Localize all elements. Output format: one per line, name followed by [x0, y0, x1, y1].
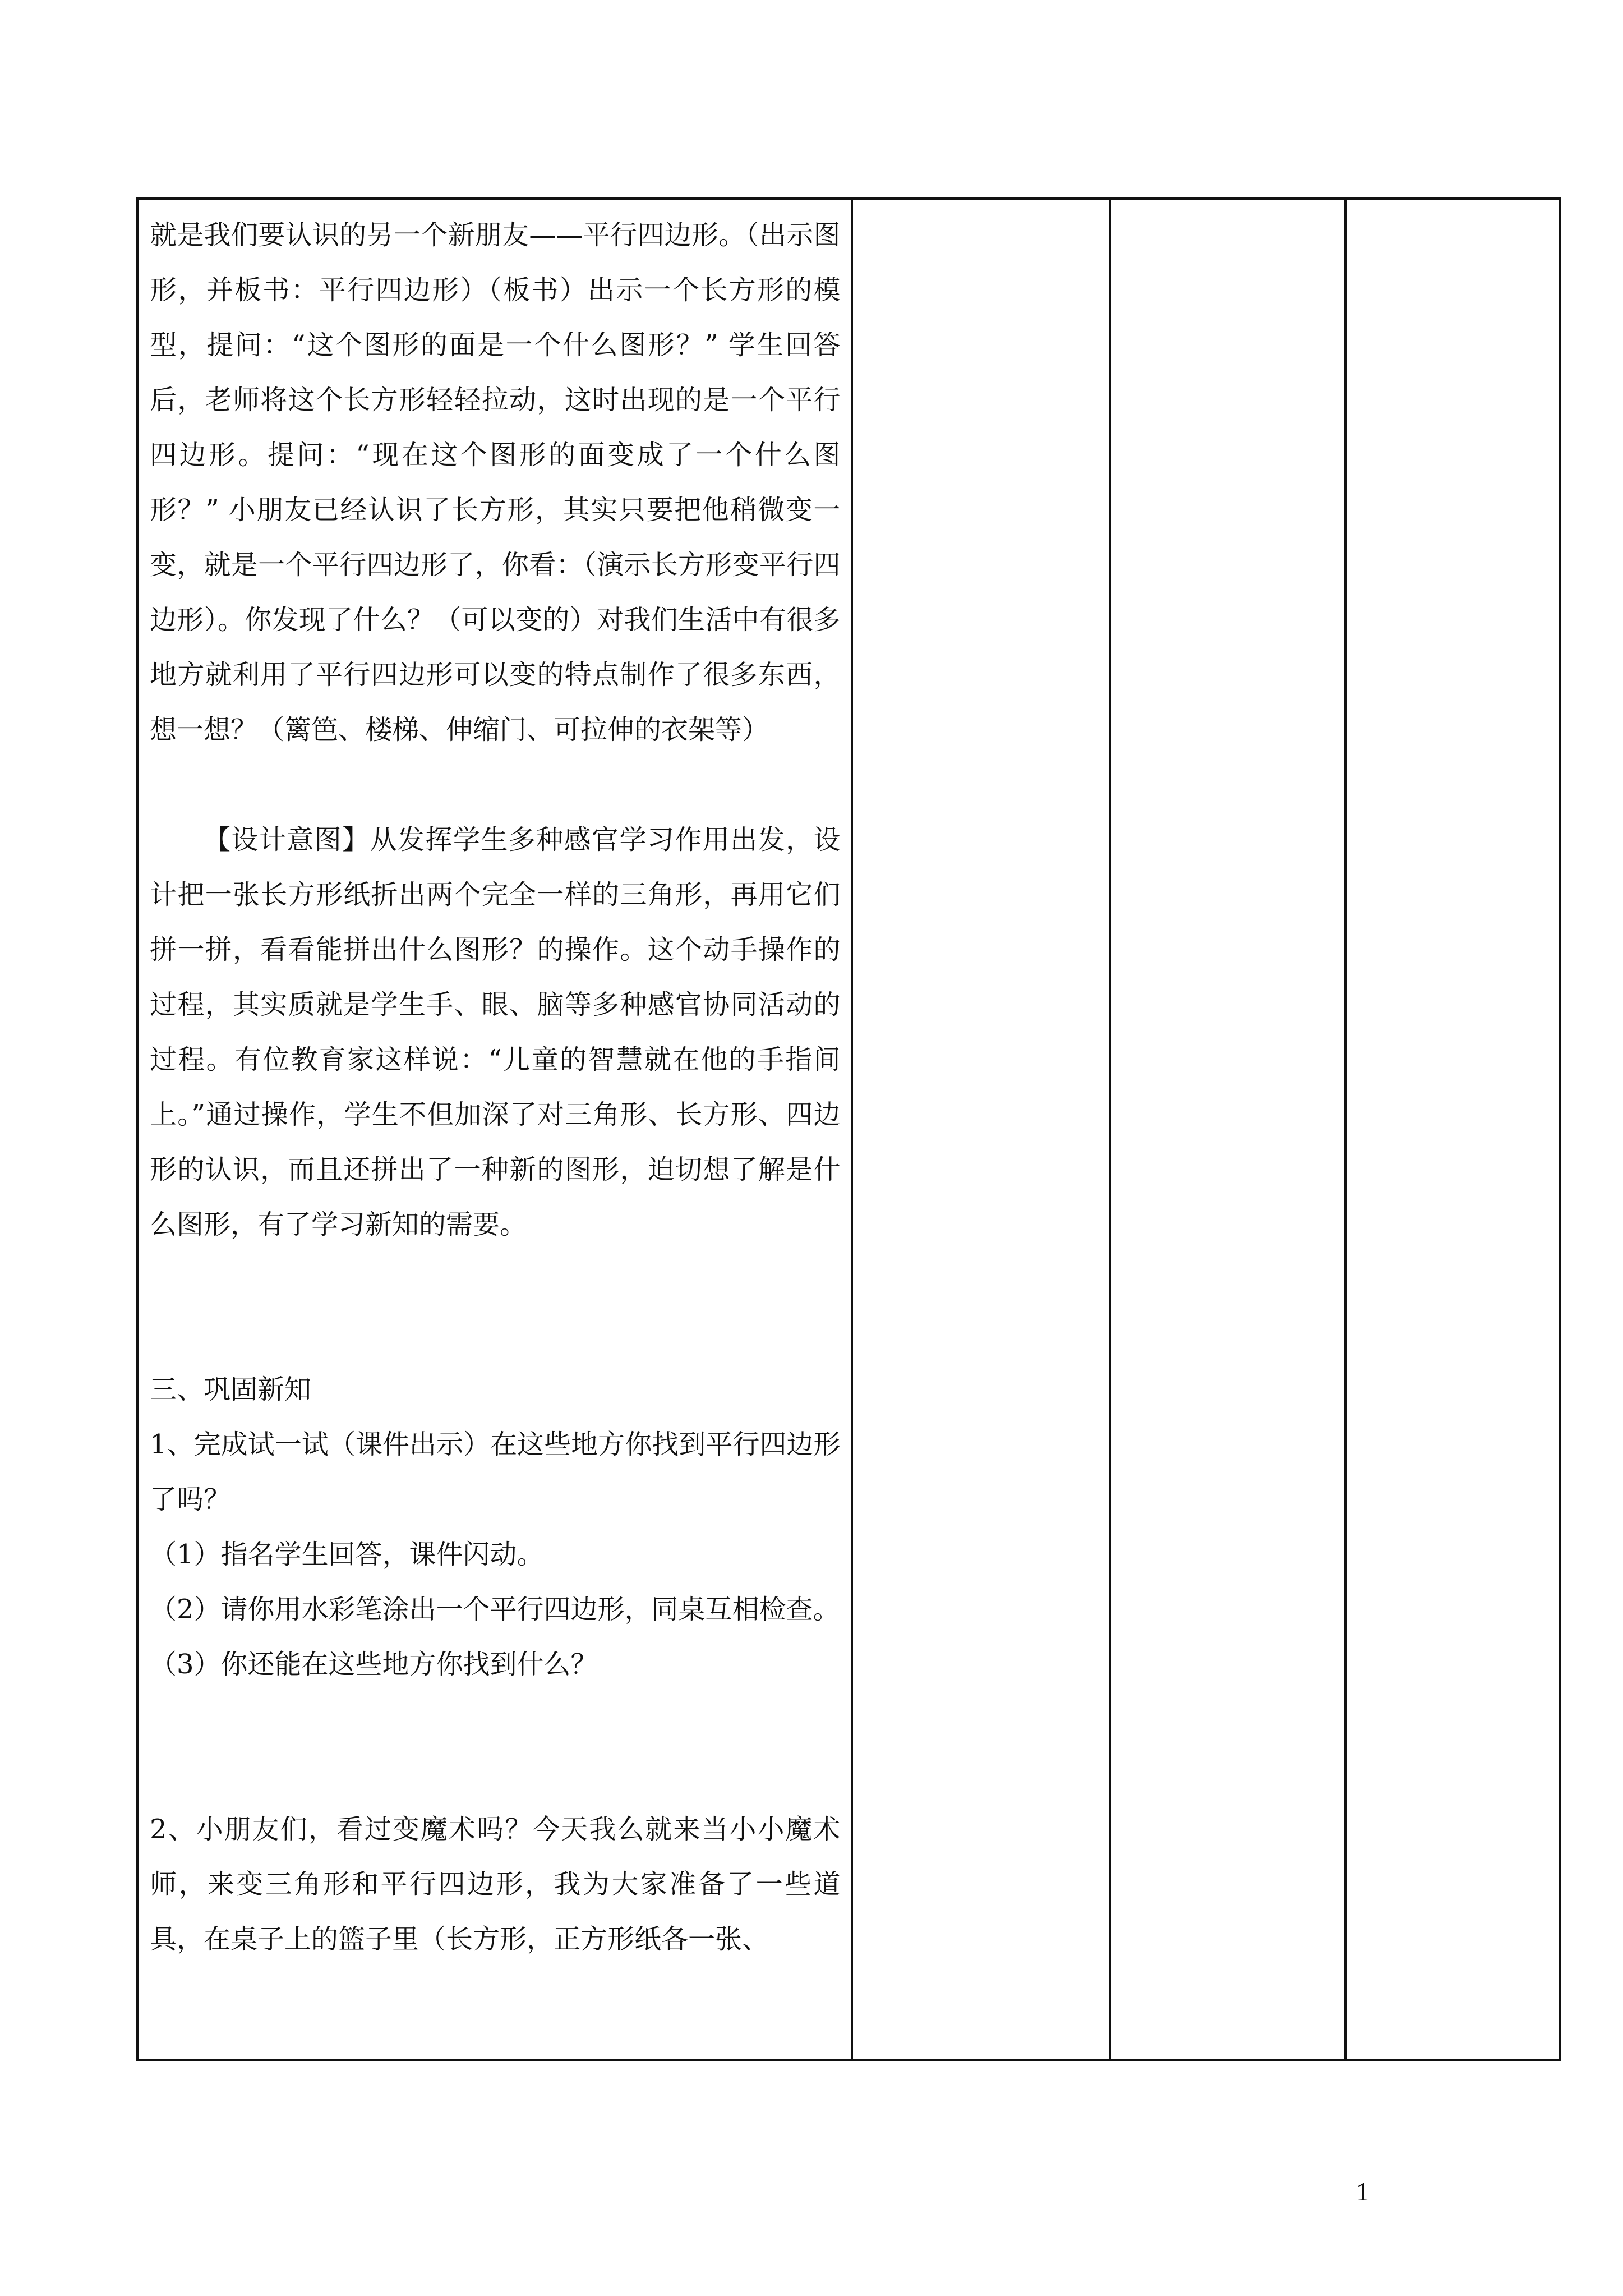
empty-cell — [1345, 199, 1560, 2060]
intro-paragraph: 就是我们要认识的另一个新朋友——平行四边形。（出示图形，并板书：平行四边形）（板书）出示一个长方形的模型，提问：“这个图形的面是一个什么图形？” 学生回答后，老师将这个长方形轻轻拉动，这时出现的是一个平行四边形。提问：“现在这个图形的面变成了一个什么图形？” 小朋友已经认识了长方形，其实只要把他稍微变一变，就是一个平行四边形了，你看：（演示长方形变平行四边形）。你发现了什么？（可以变的）对我们生活中有很多地方就利用了平行四边形可以变的特点制作了很多东西，想一想？（篱笆、楼梯、伸缩门、可拉伸的衣架等） — [150, 219, 841, 746]
list-item: 2、小朋友们，看过变魔术吗？今天我么就来当小小魔术师，来变三角形和平行四边形，我为大家准备了一些道具，在桌子上的篮子里（长方形，正方形纸各一张、 — [150, 1814, 841, 1955]
lesson-plan-table — [136, 197, 1561, 2061]
lesson-content-cell — [137, 199, 852, 2060]
empty-cell — [1110, 199, 1346, 2060]
design-intent-paragraph: 【设计意图】从发挥学生多种感官学习作用出发，设计把一张长方形纸折出两个完全一样的三角形，再用它们拼一拼，看看能拼出什么图形？的操作。这个动手操作的过程，其实质就是学生手、眼、脑等多种感官协同活动的过程。有位教育家这样说：“儿童的智慧就在他的手指间上。”通过操作，学生不但加深了对三角形、长方形、四边形的认识，而且还拼出了一种新的图形，迫切想了解是什么图形，有了学习新知的需要。 — [150, 824, 841, 1240]
empty-cell — [852, 199, 1110, 2060]
table-row — [137, 199, 1560, 2060]
list-item: （2）请你用水彩笔涂出一个平行四边形，同桌互相检查。 — [150, 1594, 840, 1625]
section-heading: 三、巩固新知 — [150, 1374, 312, 1405]
list-item: （1）指名学生回答，课件闪动。 — [150, 1539, 544, 1570]
list-item: （3）你还能在这些地方你找到什么？ — [150, 1649, 598, 1680]
page-number: 1 — [1356, 2177, 1369, 2206]
list-item: 1、完成试一试（课件出示）在这些地方你找到平行四边形了吗？ — [150, 1429, 841, 1515]
